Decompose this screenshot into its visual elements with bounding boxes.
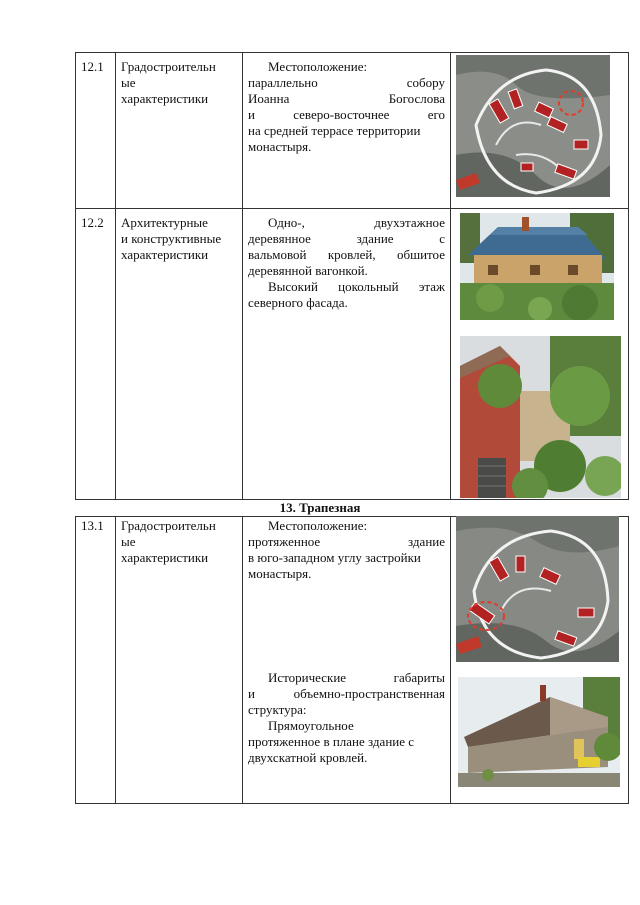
table-border xyxy=(115,52,116,500)
description-word: кровлей, xyxy=(327,247,376,262)
stone-refectory-photo xyxy=(458,677,620,787)
description-line xyxy=(248,59,445,75)
description-word: здание xyxy=(356,231,394,246)
description-word: Местоположение: xyxy=(268,518,368,533)
description-line xyxy=(248,566,445,582)
description-word: протяженное в плане здание с xyxy=(248,734,415,749)
description-word: монастыря. xyxy=(248,566,312,581)
brick-building-photo xyxy=(460,336,621,498)
row-category: Градостроительн ые характеристики xyxy=(121,518,216,565)
table-border xyxy=(628,516,629,804)
description-line xyxy=(248,263,445,279)
description-line xyxy=(248,231,445,247)
description-word: Прямоугольное xyxy=(268,718,354,733)
row-number: 13.1 xyxy=(81,518,104,533)
description-word: и xyxy=(248,686,255,701)
table-border xyxy=(628,52,629,500)
description-line xyxy=(248,139,445,155)
site-plan-photo-13 xyxy=(456,516,619,662)
description-word: двухэтажное xyxy=(374,215,445,230)
description-line xyxy=(248,550,445,566)
description-line xyxy=(248,215,445,231)
description-word: Одно-, xyxy=(268,215,305,230)
description-line xyxy=(248,750,445,766)
description-word: Местоположение: xyxy=(268,59,368,74)
description-word: протяженное xyxy=(248,534,321,549)
row-description xyxy=(248,59,445,155)
description-line xyxy=(248,279,445,295)
description-line xyxy=(248,686,445,702)
description-line xyxy=(248,91,445,107)
description-word: цокольный xyxy=(338,279,399,294)
site-plan-photo-12 xyxy=(456,55,610,197)
table-border xyxy=(450,52,451,500)
row-number: 12.1 xyxy=(81,59,104,74)
description-word: с xyxy=(439,231,445,246)
row-category: Градостроительн ые характеристики xyxy=(121,59,216,106)
description-word: здание xyxy=(408,534,445,549)
description-line xyxy=(248,670,445,686)
row-description xyxy=(248,215,445,311)
table-border xyxy=(242,52,243,500)
description-word: собору xyxy=(406,75,445,90)
description-word: этаж xyxy=(418,279,445,294)
table-border xyxy=(115,516,116,804)
description-word: и xyxy=(248,107,255,122)
description-word: Богослова xyxy=(388,91,445,106)
description-word: объемно-пространственная xyxy=(293,686,445,701)
description-line xyxy=(248,534,445,550)
description-word: деревянной вагонкой. xyxy=(248,263,368,278)
description-line xyxy=(248,734,445,750)
row-number: 12.2 xyxy=(81,215,104,230)
description-line xyxy=(248,518,445,534)
description-word: северного фасада. xyxy=(248,295,348,310)
description-word: Исторические xyxy=(268,670,347,685)
row-description xyxy=(248,518,445,582)
table-border xyxy=(75,52,629,53)
description-line xyxy=(248,75,445,91)
table-border xyxy=(242,516,243,804)
table-border xyxy=(75,803,629,804)
description-word: в юго-западном углу застройки xyxy=(248,550,421,565)
house-blue-roof-photo xyxy=(460,213,614,320)
table-border xyxy=(450,516,451,804)
description-line xyxy=(248,123,445,139)
description-word: монастыря. xyxy=(248,139,312,154)
description-word: габариты xyxy=(393,670,445,685)
description-line xyxy=(248,295,445,311)
description-word: деревянное xyxy=(248,231,311,246)
description-word: Высокий xyxy=(268,279,318,294)
description-word: вальмовой xyxy=(248,247,307,262)
description-word: Иоанна xyxy=(248,91,290,106)
row-description-secondary xyxy=(248,670,445,766)
description-word: северо-восточнее xyxy=(293,107,390,122)
description-word: на средней террасе территории xyxy=(248,123,421,138)
table-border xyxy=(75,52,76,500)
description-line xyxy=(248,702,445,718)
description-word: его xyxy=(427,107,445,122)
description-word: двухскатной кровлей. xyxy=(248,750,368,765)
description-word: структура: xyxy=(248,702,307,717)
description-word: параллельно xyxy=(248,75,318,90)
row-category: Архитектурные и конструктивные характеристики xyxy=(121,215,222,262)
section-title: 13. Трапезная xyxy=(279,500,361,515)
description-word: обшитое xyxy=(396,247,445,262)
table-border xyxy=(75,516,76,804)
description-line xyxy=(248,107,445,123)
description-line xyxy=(248,247,445,263)
table-border xyxy=(75,208,629,209)
description-line xyxy=(248,718,445,734)
